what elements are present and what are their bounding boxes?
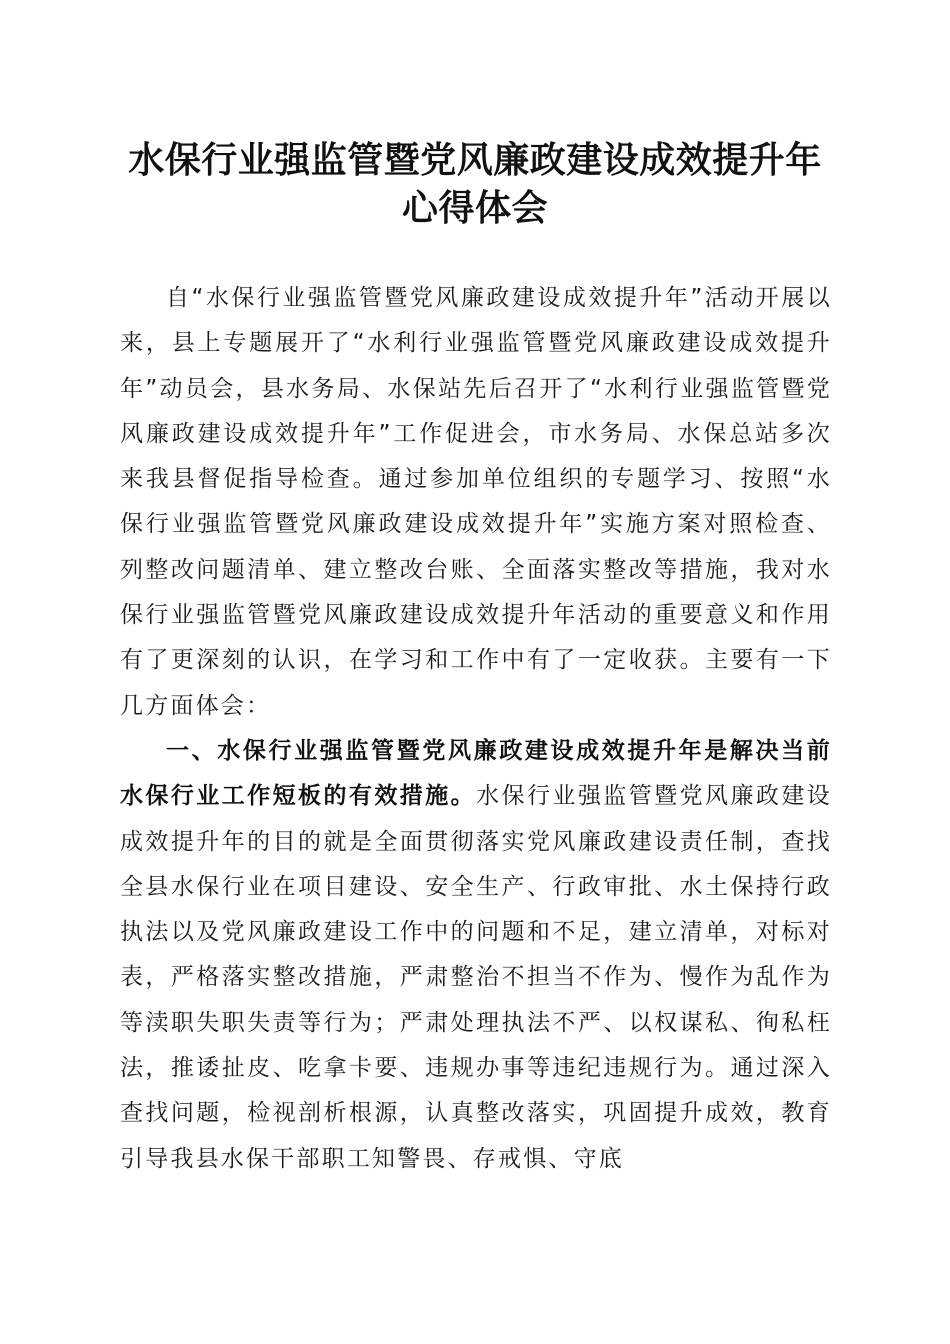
paragraph-intro-text: 自“水保行业强监管暨党风廉政建设成效提升年”活动开展以来，县上专题展开了“水利行业强监管暨党风廉政建设成效提升年”动员会，县水务局、水保站先后召开了“水利行业强监管暨党风廉政建设成效提升年”工作促进会，市水务局、水保总站多次来我县督促指导检查。通过参加单位组织的专题学习、按照“水保行业强监管暨党风廉政建设成效提升年”实施方案对照检查、列整改问题清单、建立整改台账、全面落实整改等措施，我对水保行业强监管暨党风廉政建设成效提升年活动的重要意义和作用有了更深刻的认识，在学习和工作中有了一定收获。主要有一下几方面体会： — [120, 285, 832, 719]
document-title: 水保行业强监管暨党风廉政建设成效提升年心得体会 — [128, 139, 822, 229]
section-1-text: 水保行业强监管暨党风廉政建设成效提升年的目的就是全面贯彻落实党风廉政建设责任制，查找全县水保行业在项目建设、安全生产、行政审批、水土保持行政执法以及党风廉政建设工作中的问题和不足，建立清单，对标对表，严格落实整改措施，严肃整治不担当不作为、慢作为乱作为等渎职失职失责等行为；严肃处理执法不严、以权谋私、徇私枉法，推诿扯皮、吃拿卡要、违规办事等违纪违规行为。通过深入查找问题，检视剖析根源，认真整改落实，巩固提升成效，教育引导我县水保干部职工知警畏、存戒惧、守底 — [120, 783, 832, 1172]
paragraph-intro — [120, 276, 832, 729]
paragraph-section-1 — [120, 729, 832, 1182]
document-body — [120, 276, 832, 1182]
section-1-heading: 一、水保行业强监管暨党风廉政建设成效提升年是解决当前水保行业工作短板的有效措施。 — [120, 737, 832, 810]
